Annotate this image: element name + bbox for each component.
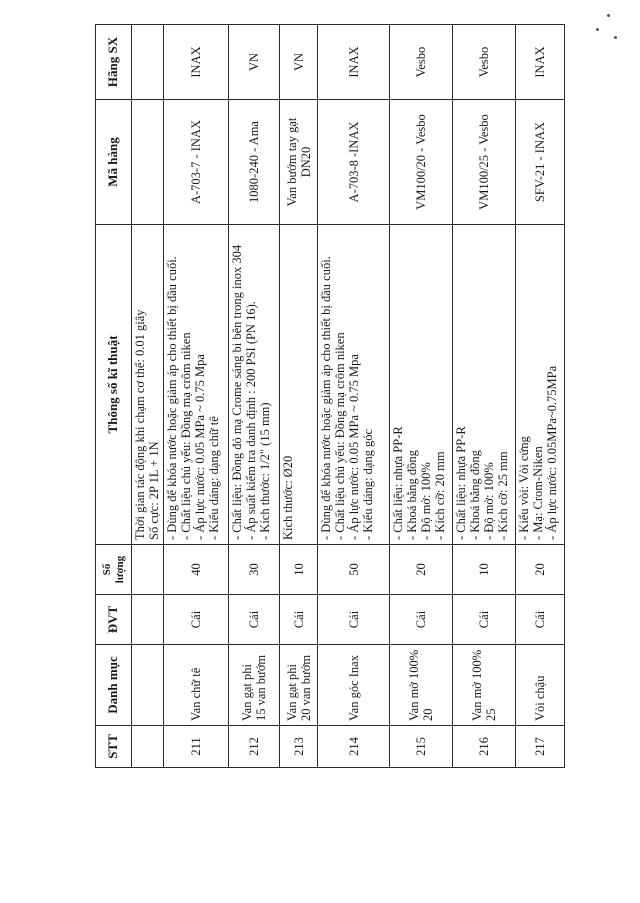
qty-cell: 20 — [516, 545, 565, 595]
qty-cell: 30 — [228, 545, 279, 595]
name-cell: Van gạt phi 20 van bướm — [279, 645, 318, 726]
equipment-table — [95, 24, 565, 768]
spec-line: - Độ mở: 100% — [481, 462, 496, 540]
unit-cell: Cái — [516, 595, 565, 645]
maker-cell: Vesbo — [452, 25, 515, 100]
spec-line: - Khoá bằng đồng — [467, 450, 482, 540]
spec-line: - Áp suất kiểm tra danh định : 200 PSI (PN 16). — [243, 301, 258, 540]
stt-cell: 216 — [452, 726, 515, 768]
spec-line: - Áp lực nước: 0.05 MPa ~ 0.75 Mpa — [347, 354, 362, 540]
spec-cell — [228, 225, 279, 545]
maker-cell: VN — [279, 25, 318, 100]
spec-line: - Áp lực nước: 0.05MPa~0.75MPa — [545, 365, 560, 540]
stt-cell: 214 — [318, 726, 389, 768]
code-cell: A-703-8 -INAX — [318, 100, 389, 225]
qty-cell: 40 — [163, 545, 228, 595]
stt-cell: 213 — [279, 726, 318, 768]
name-cell: Van mở 100% 20 — [389, 645, 452, 726]
maker-cell: INAX — [318, 25, 389, 100]
header-stt: STT — [96, 726, 132, 768]
spec-line: - Chất liệu: Đồng đỏ mạ Crome sáng bi bên trong inox 304 — [229, 244, 244, 540]
maker-cell: INAX — [516, 25, 565, 100]
header-maker: Hãng SX — [96, 25, 132, 100]
spec-line: Số cực: 2P 1L + 1N — [147, 441, 161, 540]
spec-cell — [279, 225, 318, 545]
name-cell: Van chữ tê — [163, 645, 228, 726]
table-row — [279, 25, 318, 768]
name-cell: Van góc Inax — [318, 645, 389, 726]
spec-cell — [516, 225, 565, 545]
spec-line: - Mạ: Crom-Niken — [531, 446, 546, 540]
table-row — [452, 25, 515, 768]
spec-line: - Áp lực nước: 0.05 MPa ~ 0.75 Mpa — [192, 354, 207, 540]
maker-cell: Vesbo — [389, 25, 452, 100]
spec-line: - Độ mở: 100% — [418, 462, 433, 540]
spec-line: - Kích cỡ: 20 mm — [432, 451, 447, 540]
spec-cell — [452, 225, 515, 545]
spec-line: Thời gian tác động khi chạm cơ thể: 0.01 giây — [133, 309, 147, 540]
spec-line: - Chất liệu: nhựa PP-R — [390, 426, 405, 540]
name-cell: Van gạt phi 15 van bướm — [228, 645, 279, 726]
code-cell: 1080-240 - Ama — [228, 100, 279, 225]
spec-line: - Kích cỡ: 25 mm — [495, 451, 510, 540]
spec-line: - Kiểu dáng: dạng góc — [361, 428, 376, 540]
table-row — [516, 25, 565, 768]
header-code: Mã hàng — [96, 100, 132, 225]
spec-line: - Chất liệu chủ yếu: Đồng mạ crôm niken — [333, 332, 348, 540]
table-row — [163, 25, 228, 768]
unit-cell: Cái — [389, 595, 452, 645]
qty-cell: 10 — [279, 545, 318, 595]
stt-cell: 215 — [389, 726, 452, 768]
spec-line: - Dùng để khóa nước hoặc giảm áp cho thiết bị đầu cuối. — [319, 256, 334, 540]
spec-line: - Chất liệu: nhựa PP-R — [453, 426, 468, 540]
name-cell: Van mở 100% 25 — [452, 645, 515, 726]
spec-line: - Kích thước: 1/2" (15 mm) — [257, 402, 272, 540]
spec-line: Kích thước: Ø20 — [280, 455, 295, 540]
qty-cell: 10 — [452, 545, 515, 595]
spec-cell — [163, 225, 228, 545]
table-row — [389, 25, 452, 768]
spec-cell — [318, 225, 389, 545]
spec-line: - Kiểu dáng: dạng chữ tê — [206, 416, 221, 540]
header-qty: Số lượng — [96, 545, 132, 595]
qty-cell: 20 — [389, 545, 452, 595]
table-row — [318, 25, 389, 768]
stt-cell: 211 — [163, 726, 228, 768]
maker-cell: VN — [228, 25, 279, 100]
spec-cell — [132, 225, 164, 545]
maker-cell: INAX — [163, 25, 228, 100]
header-unit: ĐVT — [96, 595, 132, 645]
qty-cell: 50 — [318, 545, 389, 595]
unit-cell: Cái — [228, 595, 279, 645]
spec-cell — [389, 225, 452, 545]
name-cell: Vòi chậu — [516, 645, 565, 726]
table-row — [132, 25, 164, 768]
stt-cell: 217 — [516, 726, 565, 768]
header-name: Danh mục — [96, 645, 132, 726]
code-cell: VM100/20 - Vesbo — [389, 100, 452, 225]
spec-line: - Khoá bằng đồng — [404, 450, 419, 540]
code-cell: A-703-7 - INAX — [163, 100, 228, 225]
table-row — [228, 25, 279, 768]
code-cell: SFV-21 - INAX — [516, 100, 565, 225]
unit-cell: Cái — [318, 595, 389, 645]
spec-line: - Dùng để khóa nước hoặc giảm áp cho thiết bị đầu cuối. — [164, 256, 179, 540]
unit-cell: Cái — [279, 595, 318, 645]
code-cell: Van bướm tay gạt DN20 — [279, 100, 318, 225]
code-cell: VM100/25 - Vesbo — [452, 100, 515, 225]
spec-line: - Chất liệu chủ yếu: Đồng mạ crôm niken — [178, 332, 193, 540]
unit-cell: Cái — [452, 595, 515, 645]
spec-line: - Kiểu vòi: Vòi cứng — [517, 436, 532, 540]
header-spec: Thông số kĩ thuật — [96, 225, 132, 545]
unit-cell: Cái — [163, 595, 228, 645]
header-row — [96, 25, 132, 768]
stt-cell: 212 — [228, 726, 279, 768]
